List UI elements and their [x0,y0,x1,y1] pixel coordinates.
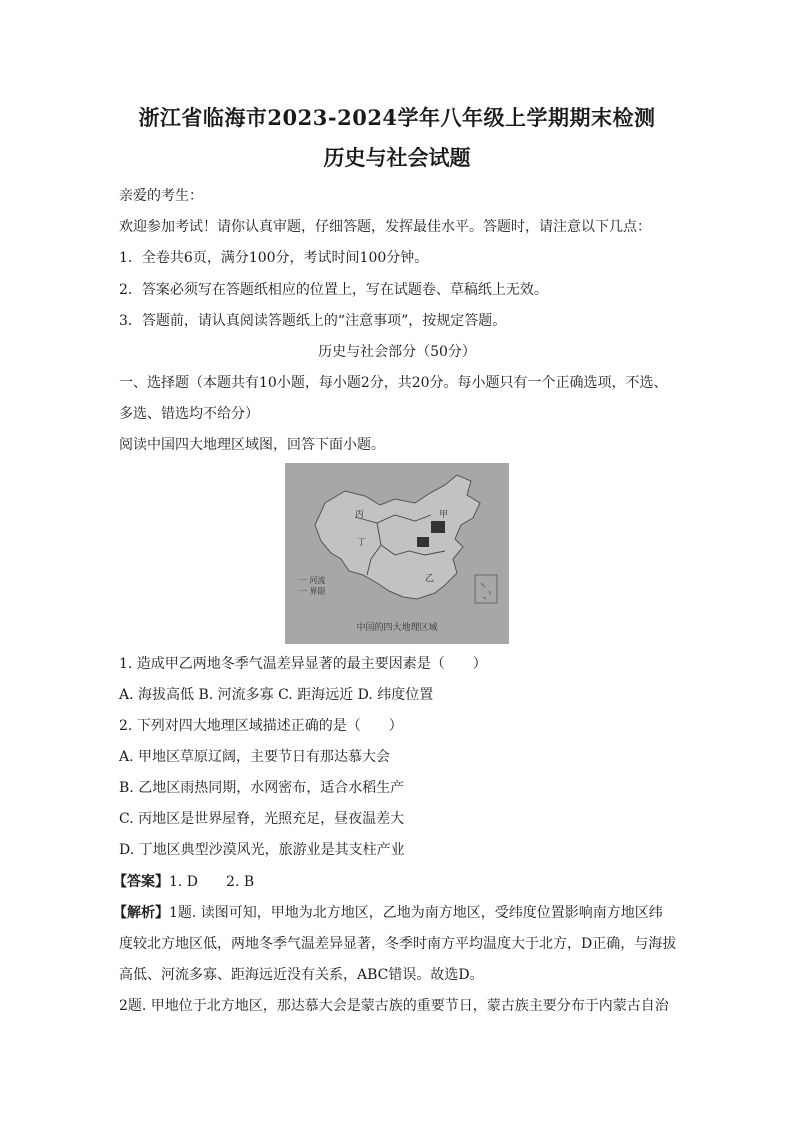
answer-text: 1. D 2. B [169,874,255,890]
answer-line [113,872,254,892]
section-heading-line1: 一、选择题（本题共有10小题，每小题2分，共20分。每小题只有一个正确选项，不选、 [119,375,668,391]
analysis-line-1 [113,903,663,923]
region-label-bing: 丙 [355,510,365,520]
legend-river: 一 河流 [299,576,326,585]
question-1-stem: 1. 造成甲乙两地冬季气温差异显著的最主要因素是（ ） [119,656,487,672]
analysis-label: 【解析】 [113,905,169,921]
analysis-line-4: 2题. 甲地位于北方地区，那达慕大会是蒙古族的重要节日，蒙古族主要分布于内蒙古自治 [119,998,669,1014]
welcome-text: 欢迎参加考试！请你认真审题，仔细答题，发挥最佳水平。答题时，请注意以下几点： [119,219,651,235]
analysis-text-1: 1题. 读图可知，甲地为北方地区，乙地为南方地区，受纬度位置影响南方地区纬 [169,905,663,921]
answer-label: 【答案】 [113,874,169,890]
map-legend [299,575,329,597]
china-regions-map [285,463,509,644]
china-map-outline [285,463,509,644]
question-2-stem: 2. 下列对四大地理区域描述正确的是（ ） [119,718,403,734]
question-2-option-d: D. 丁地区典型沙漠风光，旅游业是其支柱产业 [119,842,405,858]
analysis-line-2: 度较北方地区低，两地冬季气温差异显著，冬季时南方平均温度大于北方，D正确，与海拔 [119,936,677,952]
question-1-options: A. 海拔高低 B. 河流多寡 C. 距海远近 D. 纬度位置 [119,687,434,703]
exam-title: 浙江省临海市2023-2024学年八年级上学期期末检测 [138,105,656,130]
region-label-jia: 甲 [439,510,449,520]
analysis-line-3: 高低、河流多寡、距海远近没有关系，ABC错误。故选D。 [119,967,484,983]
greeting: 亲爱的考生： [119,188,203,204]
legend-boundary: 一 界限 [299,587,326,596]
rule-3: 3．答题前，请认真阅读答题纸上的“注意事项”，按规定答题。 [119,313,507,329]
question-2-option-b: B. 乙地区雨热同期，水网密布，适合水稻生产 [119,780,405,796]
question-2-option-a: A. 甲地区草原辽阔，主要节日有那达慕大会 [119,749,391,765]
rule-2: 2．答案必须写在答题纸相应的位置上，写在试题卷、草稿纸上无效。 [119,282,548,298]
rule-1: 1．全卷共6页，满分100分，考试时间100分钟。 [119,250,429,266]
exam-subtitle: 历史与社会试题 [323,145,471,170]
section-heading-line2: 多选、错选均不给分） [119,406,259,422]
question-2-option-c: C. 丙地区是世界屋脊，光照充足，昼夜温差大 [119,811,405,827]
reading-instruction: 阅读中国四大地理区域图，回答下面小题。 [119,437,385,453]
region-label-yi: 乙 [425,574,435,584]
part-title: 历史与社会部分（50分） [318,344,476,360]
map-caption: 中国的四大地理区域 [356,623,438,633]
region-label-ding: 丁 [357,538,367,548]
